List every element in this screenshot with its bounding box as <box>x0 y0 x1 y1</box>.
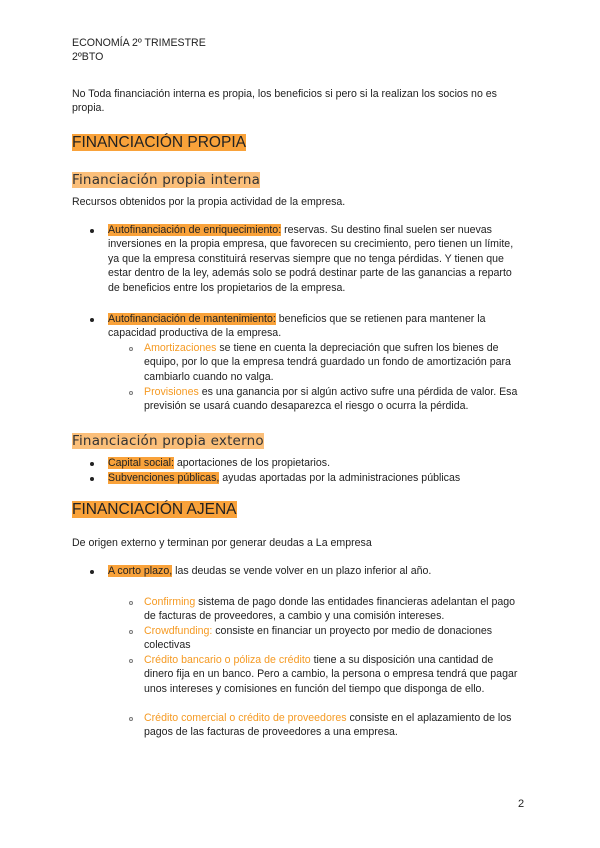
subsection-title-interna <box>72 172 260 189</box>
circle-bullet-icon <box>129 659 133 663</box>
text-confirming: sistema de pago donde las entidades financieras adelantan el pago de facturas de proveedores, a cambio y una comisión intereses. <box>144 596 516 623</box>
text-crowdfunding: consiste en financiar un proyecto por medio de donaciones colectivas <box>144 625 493 652</box>
circle-bullet-icon <box>129 347 133 351</box>
term-credito-bancario: Crédito bancario o póliza de crédito <box>144 654 311 666</box>
term-amortizaciones: Amortizaciones <box>144 342 217 354</box>
term-provisiones: Provisiones <box>144 386 199 398</box>
term-capital-social: Capital social: <box>108 457 174 469</box>
list-item-subvenciones <box>108 471 524 485</box>
section-title-propia <box>72 133 247 152</box>
term-corto-plazo: A corto plazo, <box>108 565 173 577</box>
term-subvenciones: Subvenciones públicas, <box>108 472 220 484</box>
sub-item-credito-bancario <box>144 653 524 696</box>
bullet-icon <box>90 318 94 322</box>
circle-bullet-icon <box>129 717 133 721</box>
sub-item-provisiones <box>144 385 524 414</box>
intro-paragraph: No Toda financiación interna es propia, los beneficios si pero si la realizan los socios no es propia. <box>72 88 497 115</box>
header-line-1: ECONOMÍA 2º TRIMESTRE <box>72 37 206 49</box>
term-enriquecimiento: Autofinanciación de enriquecimiento: <box>108 224 282 236</box>
bullet-icon <box>90 462 94 466</box>
list-item-corto-plazo <box>108 564 524 578</box>
subsection-title-interna-text: Financiación propia interna <box>72 172 261 188</box>
text-amortizaciones: se tiene en cuenta la depreciación que sufren los bienes de equipo, por lo que la empresa tendrá guardado un fondo de amortización para cambiarlo cuando no valga. <box>144 342 511 383</box>
text-enriquecimiento: reservas. Su destino final suelen ser nuevas inversiones en la propia empresa, que favorecen su crecimiento, pero tienen un límite, ya que la empresa constituirá reservas siempre que no tenga pérdidas. Y tienen que estar dentro de la ley, además solo se podrá destinar parte de las ganancias a reparto de beneficios entre los propietarios de la empresa. <box>108 224 514 294</box>
section-title-propia-text: FINANCIACIÓN PROPIA <box>72 134 246 151</box>
sub-item-crowdfunding <box>144 624 524 653</box>
sub-item-credito-comercial <box>144 711 524 740</box>
term-confirming: Confirming <box>144 596 196 608</box>
section-title-ajena <box>72 500 238 519</box>
circle-bullet-icon <box>129 601 133 605</box>
section-title-ajena-text: FINANCIACIÓN AJENA <box>72 501 237 518</box>
bullet-icon <box>90 477 94 481</box>
bullet-icon <box>90 570 94 574</box>
list-item-mantenimiento <box>108 312 524 341</box>
term-crowdfunding: Crowdfunding: <box>144 625 213 637</box>
term-credito-comercial: Crédito comercial o crédito de proveedores <box>144 712 347 724</box>
text-subvenciones: ayudas aportadas por la administraciones públicas <box>219 472 461 484</box>
subsection-title-externo <box>72 433 264 450</box>
circle-bullet-icon <box>129 630 133 634</box>
header-line-2: 2ºBTO <box>72 51 104 63</box>
text-credito-bancario: tiene a su disposición una cantidad de dinero fija en un banco. Pero a cambio, la persona o empresa tendrá que pagar unos intereses y comisiones en función del tiempo que disponga de ello. <box>144 654 518 695</box>
page-number: 2 <box>518 798 525 810</box>
interna-description: Recursos obtenidos por la propia actividad de la empresa. <box>72 196 346 208</box>
text-credito-comercial: consiste en el aplazamiento de los pagos de las facturas de proveedores a una empresa. <box>144 712 512 739</box>
text-corto-plazo: las deudas se vende volver en un plazo inferior al año. <box>172 565 432 577</box>
text-provisiones: es una ganancia por si algún activo sufre una pérdida de valor. Esa previsión se usará cuando desaparezca el riesgo o ocurra la pérdida. <box>144 386 518 413</box>
term-mantenimiento: Autofinanciación de mantenimiento: <box>108 313 276 325</box>
sub-item-confirming <box>144 595 524 624</box>
text-mantenimiento: beneficios que se retienen para mantener la capacidad productiva de la empresa. <box>108 313 486 340</box>
list-item-capital-social <box>108 456 524 470</box>
text-capital-social: aportaciones de los propietarios. <box>173 457 331 469</box>
sub-item-amortizaciones <box>144 341 524 384</box>
ajena-description: De origen externo y terminan por generar deudas a La empresa <box>72 537 372 549</box>
list-item-enriquecimiento <box>108 223 524 295</box>
subsection-title-externo-text: Financiación propia externo <box>72 433 264 449</box>
circle-bullet-icon <box>129 391 133 395</box>
bullet-icon <box>90 229 94 233</box>
